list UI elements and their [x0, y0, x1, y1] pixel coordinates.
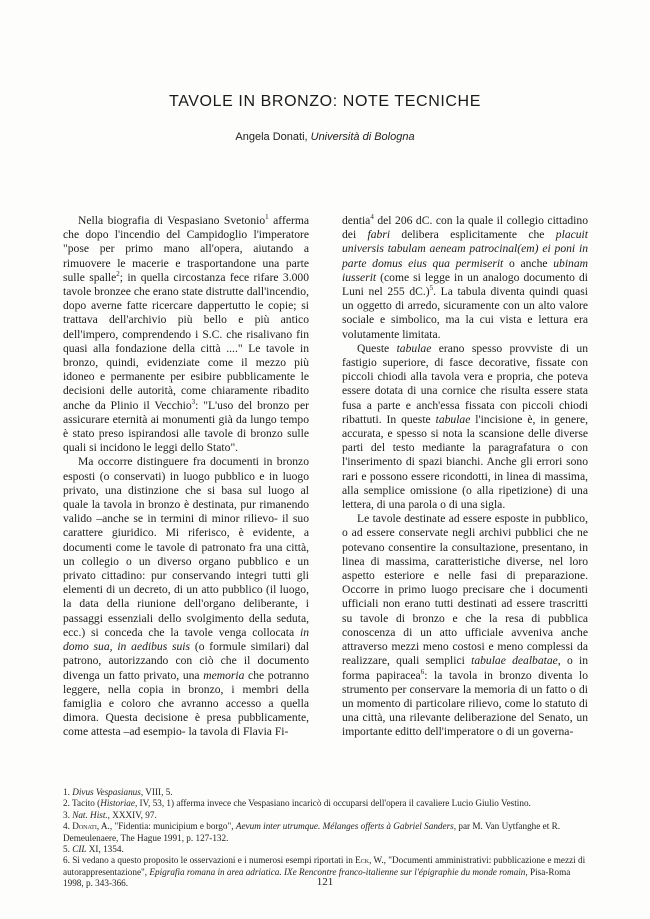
footnote-ref: 2: [116, 269, 120, 278]
body-paragraph: [63, 455, 309, 739]
text-run: Le tavole destinate ad essere esposte in pubblico, o ad essere conservate negli archivi pubblici che ne potevano consentire la consultazione, presentano, in linea di massima, caratteristiche diverse, nel loro aspetto esteriore e nelle fasi di preparazione. Occorre in primo luogo precisare che i documenti ufficiali non erano tutti destinati ad essere trascritti su tavole di bronzo e che la resa di pubblica conoscenza di un atto ufficiale avveniva anche attraverso mezzi meno costosi e meno complessi da realizzare, quali semplici: [342, 512, 588, 668]
author-affiliation: Università di Bologna: [310, 131, 415, 143]
footnote: [63, 798, 593, 809]
text-run: Nella biografia di Vespasiano Svetonio: [78, 214, 266, 227]
page-number: 121: [316, 876, 334, 888]
italic-run: Nat. Hist.: [72, 809, 108, 820]
footnote-number: 3.: [63, 809, 73, 820]
italic-run: tabulae: [396, 341, 432, 355]
footnote-ref: 5: [429, 284, 434, 293]
small-caps-run: Eck: [355, 855, 370, 866]
page-title: TAVOLE IN BRONZO: NOTE TECNICHE: [169, 93, 481, 110]
text-run: Queste: [357, 341, 397, 355]
text-run: , A., "Fidentia: municipium e borgo",: [96, 821, 236, 832]
author-name: Angela Donati,: [235, 131, 311, 143]
italic-run: Aevum inter utrumque. Mélanges offerts à Gabriel Sanders: [235, 821, 454, 832]
left-column: [63, 214, 309, 740]
italic-run: Historiae: [100, 798, 135, 809]
footnote-ref: 6: [420, 667, 425, 676]
italic-run: placuit universis tabulam aeneam patrocinal(em) ei poni in parte domus eius qua permiserit: [342, 228, 588, 270]
body-paragraph: [342, 512, 588, 739]
italic-run: memoria: [203, 668, 245, 682]
footnote: [63, 810, 593, 821]
text-run: erano spesso provviste di un fastigio superiore, di fasce decorative, fissate con piccoli chiodi alla tavola vera e propria, che poteva essere dotata di una cornice che risulta essere stata fusa a parte e anch'essa fissata con piccoli chiodi ribattuti. In queste: [342, 341, 589, 426]
body-paragraph: [342, 342, 588, 512]
text-run: , W., "Documenti amministrativi: pubblicazione e mezzi di autorappresentazione",: [63, 855, 586, 877]
italic-run: fabri: [367, 228, 391, 242]
text-run: l'incisione è, in genere, accurata, e spesso si nota la scansione delle diverse parti del testo mediante la paragrafatura o con l'inserimento di spazi bianchi. Anche gli errori sono rari e possono essere ricondotti, in linea di massima, alla semplice omissione (o alla ripetizione) di una lettera, di una parola o di una sigla.: [342, 412, 588, 512]
footnote-number: 4.: [63, 821, 73, 832]
text-run: o anche: [503, 256, 554, 270]
author-line: [0, 131, 650, 143]
text-run: delibera esplicitamente che: [390, 228, 556, 242]
text-run: : "L'uso del bronzo per assicurare eternità ai monumenti già da lungo tempo è stato preso ispirandosi alle tavole di bronzo sulle quali si incidono le leggi dello Stato".: [63, 398, 309, 455]
text-run: , IV, 53, 1) afferma invece che Vespasiano incaricò di occuparsi dell'opera il cavaliere Lucio Giulio Vestino.: [134, 798, 531, 809]
text-run: XI, 1354.: [86, 844, 124, 855]
footnote-number: 1.: [63, 787, 73, 797]
text-run: , XXXIV, 97.: [107, 809, 157, 820]
text-run: : la tavola in bronzo diventa lo strumento per conservare la memoria di un fatto o di un momento di particolare rilievo, come lo statuto di una città, una rilevante deliberazione del Senato, un importante editto dell'imperatore o di un governa-: [342, 668, 588, 739]
footnote-number: 5.: [63, 844, 73, 855]
footnote: [63, 821, 593, 844]
text-run: , Pisa-Roma 1998, p. 343-366.: [63, 866, 571, 889]
footnotes: [63, 787, 593, 890]
footnote-ref: 3: [191, 397, 196, 406]
text-run: (o formule similari) dal patrono, autorizzando con ciò che il documento divenga un fatto privato, una: [63, 640, 309, 682]
text-run: Tacito (: [72, 798, 101, 809]
text-run: Ma occorre distinguere fra documenti in bronzo esposti (o conservati) in luogo pubblico e in luogo privato, una distinzione che si basa sul luogo al quale la tavola in bronzo è destinata, pur rimanendo valido –anche se in termini di minor rilievo- il suo carattere giuridico. Mi riferisco, è evidente, a documenti come le tavole di patronato fra una città, un collegio o un diverso organo pubblico e un privato cittadino: pur conservando integri tutti gli elementi di un decreto, di un atto pubblico (il luogo, la data della riunione dell'organo deliberante, i passaggi essenziali dello svolgimento della seduta, ecc.) si conceda che la tavole venga collocata: [63, 455, 309, 639]
footnote-number: 6.: [63, 855, 73, 866]
italic-run: tabulae: [435, 412, 471, 426]
body-paragraph: [63, 214, 309, 455]
text-run: dentia: [342, 214, 371, 227]
italic-run: CIL: [72, 844, 87, 855]
footnote-ref: 4: [370, 213, 374, 222]
text-run: . La tabula diventa quindi quasi un oggetto di arredo, sicuramente con un alto valore sociale e simbolico, ma la cui vista e lettura era volutamente limitata.: [342, 285, 588, 341]
text-run: , par M. Van Uytfanghe et R. Demeulenaere, The Hague 1991, p. 127-132.: [63, 821, 560, 843]
text-run: , o in forma papiracea: [342, 654, 588, 682]
text-run: ; in quella circostanza fece rifare 3.000 tavole bronzee che erano state distrutte dall'incendio, dopo averne fatte ricercare dappertutto le copie; si trattava dell'archivio più bello e più antico dell'impero, comprendendo i S.C. che risalivano fin quasi alla fondazione della città ...." Le tavole in bronzo, quindi, evidenziate come il mezzo più idoneo e permanente per esibire pubblicamente le decisioni delle autorità, come chiaramente ribadito anche da Plinio il Vecchio: [63, 270, 309, 412]
italic-run: Epigrafia romana in area adriatica. IXe Rencontre franco-italienne sur l'épigraphie du monde romain: [149, 866, 526, 877]
right-column: [342, 214, 588, 740]
footnote: [63, 844, 593, 855]
body-paragraph: [342, 214, 588, 342]
italic-run: Divus Vespasianus: [72, 787, 141, 797]
text-run: che potranno leggere, nella copia in bronzo, i membri della famiglia e coloro che avranno accesso a quella dimora. Questa decisione è presa pubblicamente, come attesta –ad esempio- la tavola di Flavia Fi-: [63, 668, 309, 739]
text-run: Si vedano a questo proposito le osservazioni e i numerosi esempi riportati in: [72, 855, 356, 866]
text-run: afferma che dopo l'incendio del Campidoglio l'imperatore "pose per primo mano all'opera, aiutando a rimuovere le macerie e trasportandone una parte sulle spalle: [63, 214, 309, 284]
italic-run: in domo sua, in aedibus suis: [63, 625, 309, 654]
footnote-number: 2.: [63, 798, 73, 809]
footnote: [63, 787, 593, 798]
text-run: (come si legge in un analogo documento di Luni nel 255 dC.): [342, 270, 588, 299]
text-run: , VIII, 5.: [140, 787, 173, 797]
small-caps-run: Donati: [72, 821, 97, 832]
italic-run: tabulae dealbatae: [471, 654, 558, 668]
footnote-ref: 1: [265, 213, 269, 222]
text-run: del 206 dC. con la quale il collegio cittadino dei: [342, 214, 588, 242]
italic-run: ubinam iusserit: [342, 256, 588, 284]
